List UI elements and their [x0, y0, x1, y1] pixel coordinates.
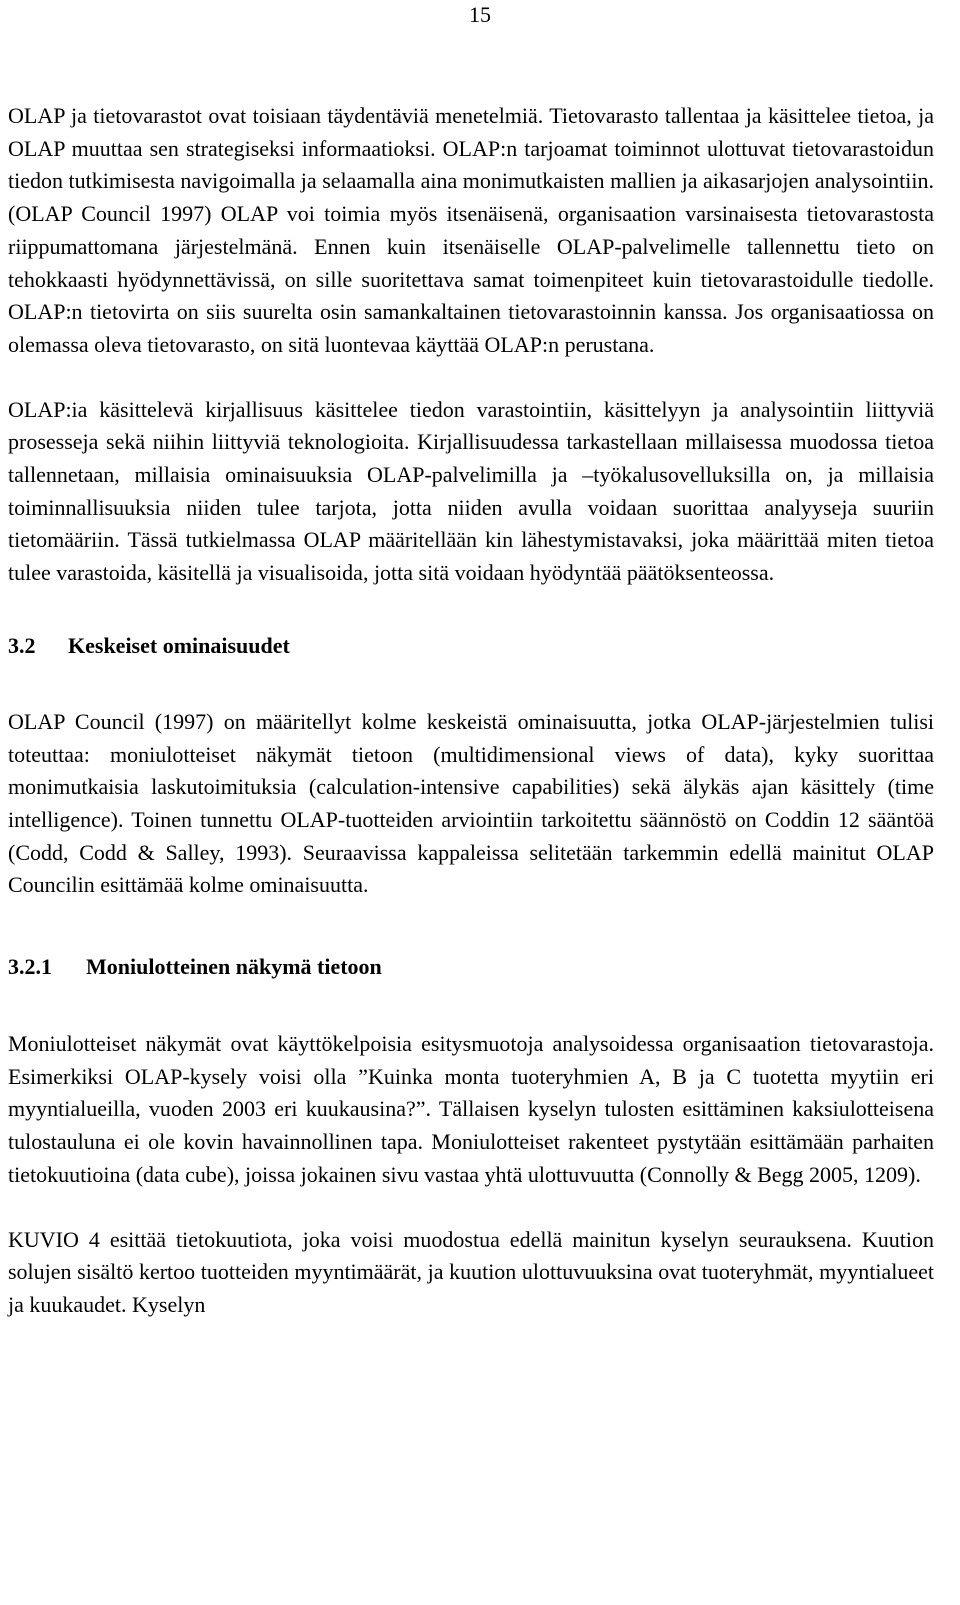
- paragraph-figure-4-description: KUVIO 4 esittää tietokuutiota, joka voisi muodostua edellä mainitun kyselyn seurauksena. Kuution solujen sisältö kertoo tuotteiden myyntimäärät, ja kuution ulottuvuuksina ovat tuoteryhmät, myyntialueet ja kuukaudet. Kyselyn: [8, 1226, 934, 1317]
- paragraph-olap-literature: OLAP:ia käsittelevä kirjallisuus käsittelee tiedon varastointiin, käsittelyyn ja analysointiin liittyviä prosesseja sekä niihin liittyviä teknologioita. Kirjallisuudessa tarkastellaan millaisessa muodossa tietoa tallennetaan, millaisia ominaisuuksia OLAP-palvelimilla ja –työkalusovelluksilla on, ja millaisia toiminnallisuuksia niiden tulee tarjota, jotta niiden avulla voidaan suorittaa analyyseja suuriin tietomääriin. Tässä tutkielmassa OLAP määritellään kin lähestymistavaksi, joka määrittää miten tietoa tulee varastoida, käsitellä ja visualisoida, jotta sitä voidaan hyödyntää päätöksenteossa.: [8, 396, 934, 586]
- page-number: 15: [469, 2, 491, 27]
- section-heading-3-2-1: [8, 951, 934, 983]
- paragraph-olap-and-data-warehouses: OLAP ja tietovarastot ovat toisiaan täydentäviä menetelmiä. Tietovarasto tallentaa ja käsittelee tietoa, ja OLAP muuttaa sen strategiseksi informaatioksi. OLAP:n tarjoamat toiminnot ulottuvat tietovarastoidun tiedon tutkimisesta navigoimalla ja selaamalla aina monimutkaisten mallien ja aikasarjojen analysointiin. (OLAP Council 1997) OLAP voi toimia myös itsenäisenä, organisaation varsinaisesta tietovarastosta riippumattomana järjestelmänä. Ennen kuin itsenäiselle OLAP-palvelimelle tallennettu tieto on tehokkaasti hyödynnettävissä, on sille suoritettava samat toimenpiteet kuin tietovarastoidulle tiedolle. OLAP:n tietovirta on siis suurelta osin samankaltainen tietovarastoinnin kanssa. Jos organisaatiossa on olemassa oleva tietovarasto, on sitä luontevaa käyttää OLAP:n perustana.: [8, 103, 934, 357]
- subsection-title: Moniulotteinen näkymä tietoon: [86, 954, 382, 980]
- subsection-number: 3.2.1: [8, 954, 52, 980]
- document-body: [8, 100, 934, 1322]
- section-title: Keskeiset ominaisuudet: [68, 632, 290, 658]
- section-heading-3-2: [8, 630, 934, 662]
- section-number: 3.2: [8, 632, 36, 658]
- paragraph-multidimensional-views: Moniulotteiset näkymät ovat käyttökelpoisia esitysmuotoja analysoidessa organisaation tietovarastoja. Esimerkiksi OLAP-kysely voisi olla ”Kuinka monta tuoteryhmien A, B ja C tuotetta myytiin eri myyntialueilla, vuoden 2003 eri kuukausina?”. Tällaisen kyselyn tulosten esittäminen kaksiulotteisena tulostauluna ei ole kovin havainnollinen tapa. Moniulotteiset rakenteet pystytään esittämään parhaiten tietokuutioina (data cube), joissa jokainen sivu vastaa yhtä ulottuvuutta (Connolly & Begg 2005, 1209).: [8, 1031, 934, 1187]
- paragraph-key-features: OLAP Council (1997) on määritellyt kolme keskeistä ominaisuutta, jotka OLAP-järjestelmien tulisi toteuttaa: moniulotteiset näkymät tietoon (multidimensional views of data), kyky suorittaa monimutkaisia laskutoimituksia (calculation-intensive capabilities) sekä älykäs ajan käsittely (time intelligence). Toinen tunnettu OLAP-tuotteiden arviointiin tarkoitettu säännöstö on Coddin 12 sääntöä (Codd, Codd & Salley, 1993). Seuraavissa kappaleissa selitetään tarkemmin edellä mainitut OLAP Councilin esittämää kolme ominaisuutta.: [8, 708, 934, 898]
